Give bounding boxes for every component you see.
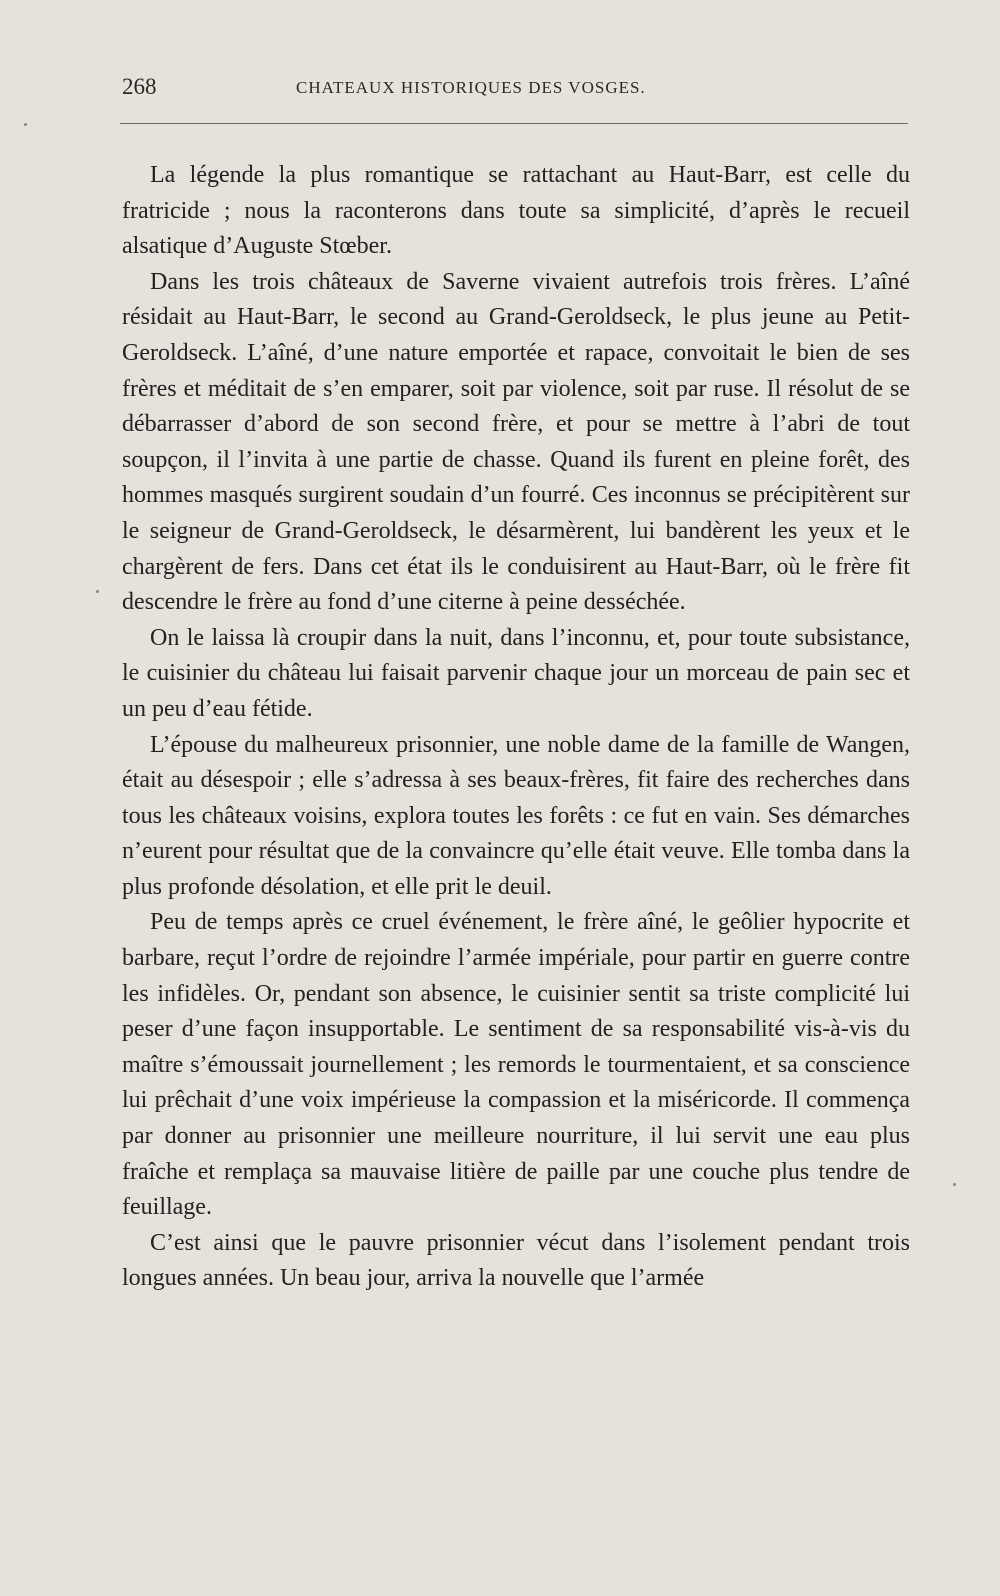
page-number: 268 xyxy=(122,74,157,99)
header-rule xyxy=(120,123,908,124)
paper-speck xyxy=(24,123,27,126)
paper-speck xyxy=(953,1183,956,1186)
paragraph: La légende la plus romantique se rattachant au Haut-Barr, est celle du fratricide ; nous la raconterons dans toute sa simplicité, d’après le recueil alsatique d’Auguste Stœber. xyxy=(122,162,910,260)
paragraph: Dans les trois châteaux de Saverne vivaient autrefois trois frères. L’aîné résidait au Haut-Barr, le second au Grand-Geroldseck, le plus jeune au Petit-Geroldseck. L’aîné, d’une nature emportée et rapace, convoitait le bien de ses frères et méditait de s’en emparer, soit par violence, soit par ruse. Il résolut de se débarrasser d’abord de son second frère, et pour se mettre à l’abri de tout soupçon, il l’invita à une partie de chasse. Quand ils furent en pleine forêt, des hommes masqués surgirent soudain d’un fourré. Ces inconnus se précipitèrent sur le seigneur de Grand-Geroldseck, le désarmèrent, lui bandèrent les yeux et le chargèrent de fers. Dans cet état ils le conduisirent au Haut-Barr, où le frère fit descendre le frère au fond d’une citerne à peine desséchée. xyxy=(122,268,910,616)
body-text xyxy=(122,158,910,1297)
paragraph: L’épouse du malheureux prisonnier, une noble dame de la famille de Wangen, était au désespoir ; elle s’adressa à ses beaux-frères, fit faire des recherches dans tous les châteaux voisins, explora toutes les forêts : ce fut en vain. Ses démarches n’eurent pour résultat que de la convaincre qu’elle était veuve. Elle tomba dans la plus profonde désolation, et elle prit le deuil. xyxy=(122,731,910,900)
paper-speck xyxy=(96,590,99,593)
paragraph: On le laissa là croupir dans la nuit, dans l’inconnu, et, pour toute subsistance, le cuisinier du château lui faisait parvenir chaque jour un morceau de pain sec et un peu d’eau fétide. xyxy=(122,624,910,722)
running-title: CHATEAUX HISTORIQUES DES VOSGES. xyxy=(296,78,646,97)
paragraph: C’est ainsi que le pauvre prisonnier vécut dans l’isolement pendant trois longues années. Un beau jour, arriva la nouvelle que l’armée xyxy=(122,1229,910,1292)
paragraph: Peu de temps après ce cruel événement, le frère aîné, le geôlier hypocrite et barbare, reçut l’ordre de rejoindre l’armée impériale, pour partir en guerre contre les infidèles. Or, pendant son absence, le cuisinier sentit sa triste complicité lui peser d’une façon insupportable. Le sentiment de sa responsabilité vis-à-vis du maître s’émoussait journellement ; les remords le tourmentaient, et sa conscience lui prêchait d’une voix impérieuse la compassion et la miséricorde. Il commença par donner au prisonnier une meilleure nourriture, il lui servit une eau plus fraîche et remplaça sa mauvaise litière de paille par une couche plus tendre de feuillage. xyxy=(122,909,910,1221)
running-head xyxy=(122,74,910,108)
